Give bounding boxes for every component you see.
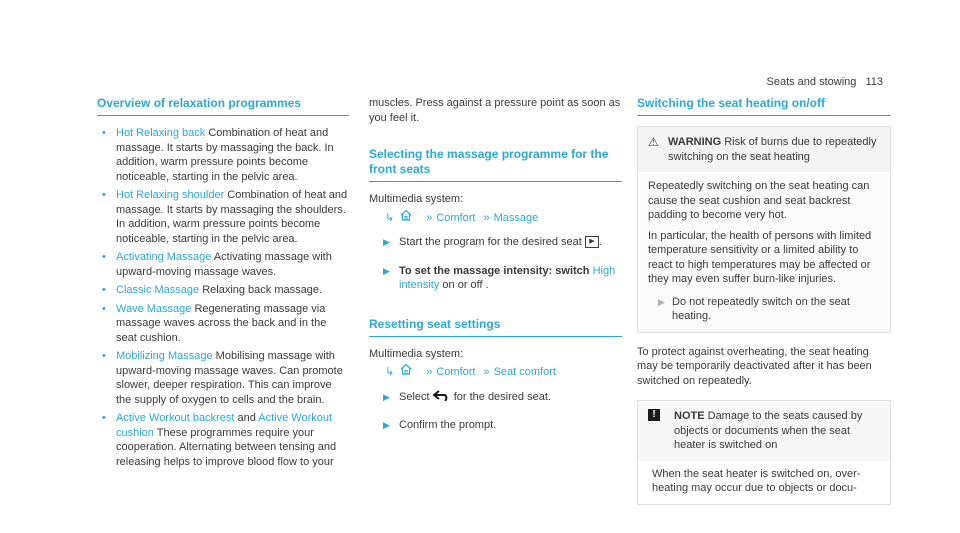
paragraph: To protect against overheating, the seat heating may be temporarily deactivated after it has been switched on repeatedly. (637, 345, 872, 387)
chevron-right-icon: » (426, 211, 433, 224)
programme-text: Regenerating massage via massage waves across the back and in the seat cushion. (116, 302, 327, 344)
submenu-arrow-icon: ↳ (385, 366, 395, 378)
menu-path (369, 209, 622, 226)
page-number: 113 (865, 76, 883, 88)
programme-name[interactable]: Classic Massage (116, 284, 200, 296)
programme-text: Mobilising massage with upward-moving massage waves. Can promote slower, deeper respiration. This can improve the supply of oxygen to cells and the brain. (116, 350, 343, 406)
reset-arrow-icon[interactable] (433, 391, 451, 403)
list-item (97, 411, 349, 469)
page-header (767, 76, 884, 88)
step-text: on or off . (442, 279, 489, 291)
programme-text: Relaxing back massage. (202, 284, 323, 296)
note-label: NOTE (674, 410, 705, 422)
warning-label: WARNING (668, 136, 722, 148)
step (369, 390, 622, 405)
home-icon (400, 363, 412, 380)
warning-paragraph: Repeatedly switching on the seat heating can cause the seat cushion and seat backrest padding to become very hot. (648, 180, 870, 221)
warning-icon: ⚠ (648, 135, 659, 149)
programme-name[interactable]: Mobilizing Massage (116, 350, 213, 362)
programme-list (97, 126, 349, 469)
menu-item-seat-comfort[interactable]: Seat comfort (493, 366, 556, 378)
heading-select-massage: Selecting the massage programme for the front seats (369, 147, 622, 182)
step-text: Do not repeatedly switch on the seat heating. (672, 295, 850, 322)
note-box (637, 400, 891, 505)
list-item (97, 349, 349, 407)
note-title: Damage to the seats caused by objects or documents when the seat heater is switched on (674, 410, 863, 451)
section-title: Seats and stowing (766, 76, 857, 88)
note-icon: ! (648, 409, 660, 421)
menu-item-massage[interactable]: Massage (493, 211, 539, 224)
step (369, 264, 622, 293)
menu-path (369, 363, 622, 380)
column-3 (637, 96, 891, 505)
chevron-right-icon: » (483, 366, 490, 378)
programme-name[interactable]: Active Workout cushion (116, 412, 333, 439)
programme-text: These programmes require your cooperation. Alternating between tensing and releasing helps to improve blood flow to your (116, 426, 337, 468)
menu-item-comfort[interactable]: Comfort (436, 366, 476, 378)
step-text: Confirm the prompt. (399, 419, 497, 431)
programme-name[interactable]: Hot Relaxing back (116, 127, 206, 139)
step-arrow-icon: ▶ (658, 296, 665, 307)
step-arrow-icon: ▶ (383, 420, 390, 430)
step-arrow-icon: ▶ (383, 391, 390, 402)
chevron-right-icon: » (426, 366, 433, 378)
note-body (638, 461, 890, 504)
high-intensity-option[interactable]: High intensity (399, 264, 616, 291)
list-item (97, 126, 349, 184)
programme-name[interactable]: Active Workout backrest (116, 412, 235, 424)
warning-body (638, 173, 890, 332)
menu-item-comfort[interactable]: Comfort (436, 211, 476, 224)
programme-text: Activating massage with upward-moving massage waves. (116, 251, 332, 278)
column-1 (97, 96, 349, 473)
submenu-arrow-icon: ↳ (385, 211, 395, 224)
note-paragraph: When the seat heater is switched on, over-heating may occur due to objects or docu- (652, 467, 861, 494)
step-end: . (598, 236, 602, 248)
heading-overview: Overview of relaxation programmes (97, 96, 349, 116)
joiner-text: and (237, 412, 256, 424)
list-item (97, 188, 349, 246)
list-item (97, 250, 349, 279)
step (369, 235, 622, 250)
step-arrow-icon: ▶ (383, 265, 390, 276)
chevron-right-icon: » (483, 211, 490, 224)
programme-name[interactable]: Hot Relaxing shoulder (116, 189, 225, 201)
warning-paragraph: In particular, the health of persons with limited temperature sensitivity or a limited ability to react to high temperatures may be affected or they may even suffer burn-like injuries. (648, 229, 872, 285)
note-header (638, 401, 890, 461)
system-label: Multimedia system: (369, 193, 464, 205)
step-text: Select (399, 390, 430, 403)
continued-text: muscles. Press against a pressure point as soon as you feel it. (369, 97, 621, 124)
play-button-icon[interactable]: ▶ (585, 236, 599, 248)
warning-step (648, 295, 880, 324)
step-arrow-icon: ▶ (383, 237, 390, 247)
programme-text: Combination of heat and massage. It starts by massaging the shoulders. In addition, warm pressure points become noticeable, starting in the pelvic area. (116, 189, 348, 245)
warning-header (638, 127, 890, 173)
step (369, 418, 622, 433)
step-bold-text: To set the massage intensity: switch (399, 264, 590, 277)
step-text: for the desired seat. (453, 390, 551, 403)
heading-reset-seat: Resetting seat settings (369, 317, 622, 337)
system-label: Multimedia system: (369, 347, 464, 360)
programme-name[interactable]: Activating Massage (116, 251, 212, 263)
step-text: Start the program for the desired seat (399, 236, 582, 248)
home-icon (400, 209, 412, 226)
heading-seat-heating: Switching the seat heating on/off (637, 96, 891, 116)
list-item (97, 302, 349, 346)
list-item (97, 283, 349, 298)
column-2 (369, 96, 622, 447)
programme-text: Combination of heat and massage. It starts by massaging the back. In addition, warm pressure points become noticeable, starting in the pelvic area. (116, 127, 334, 183)
warning-title: Risk of burns due to repeatedly switching on the seat heating (668, 136, 877, 163)
programme-name[interactable]: Wave Massage (116, 302, 192, 315)
warning-box (637, 126, 891, 333)
